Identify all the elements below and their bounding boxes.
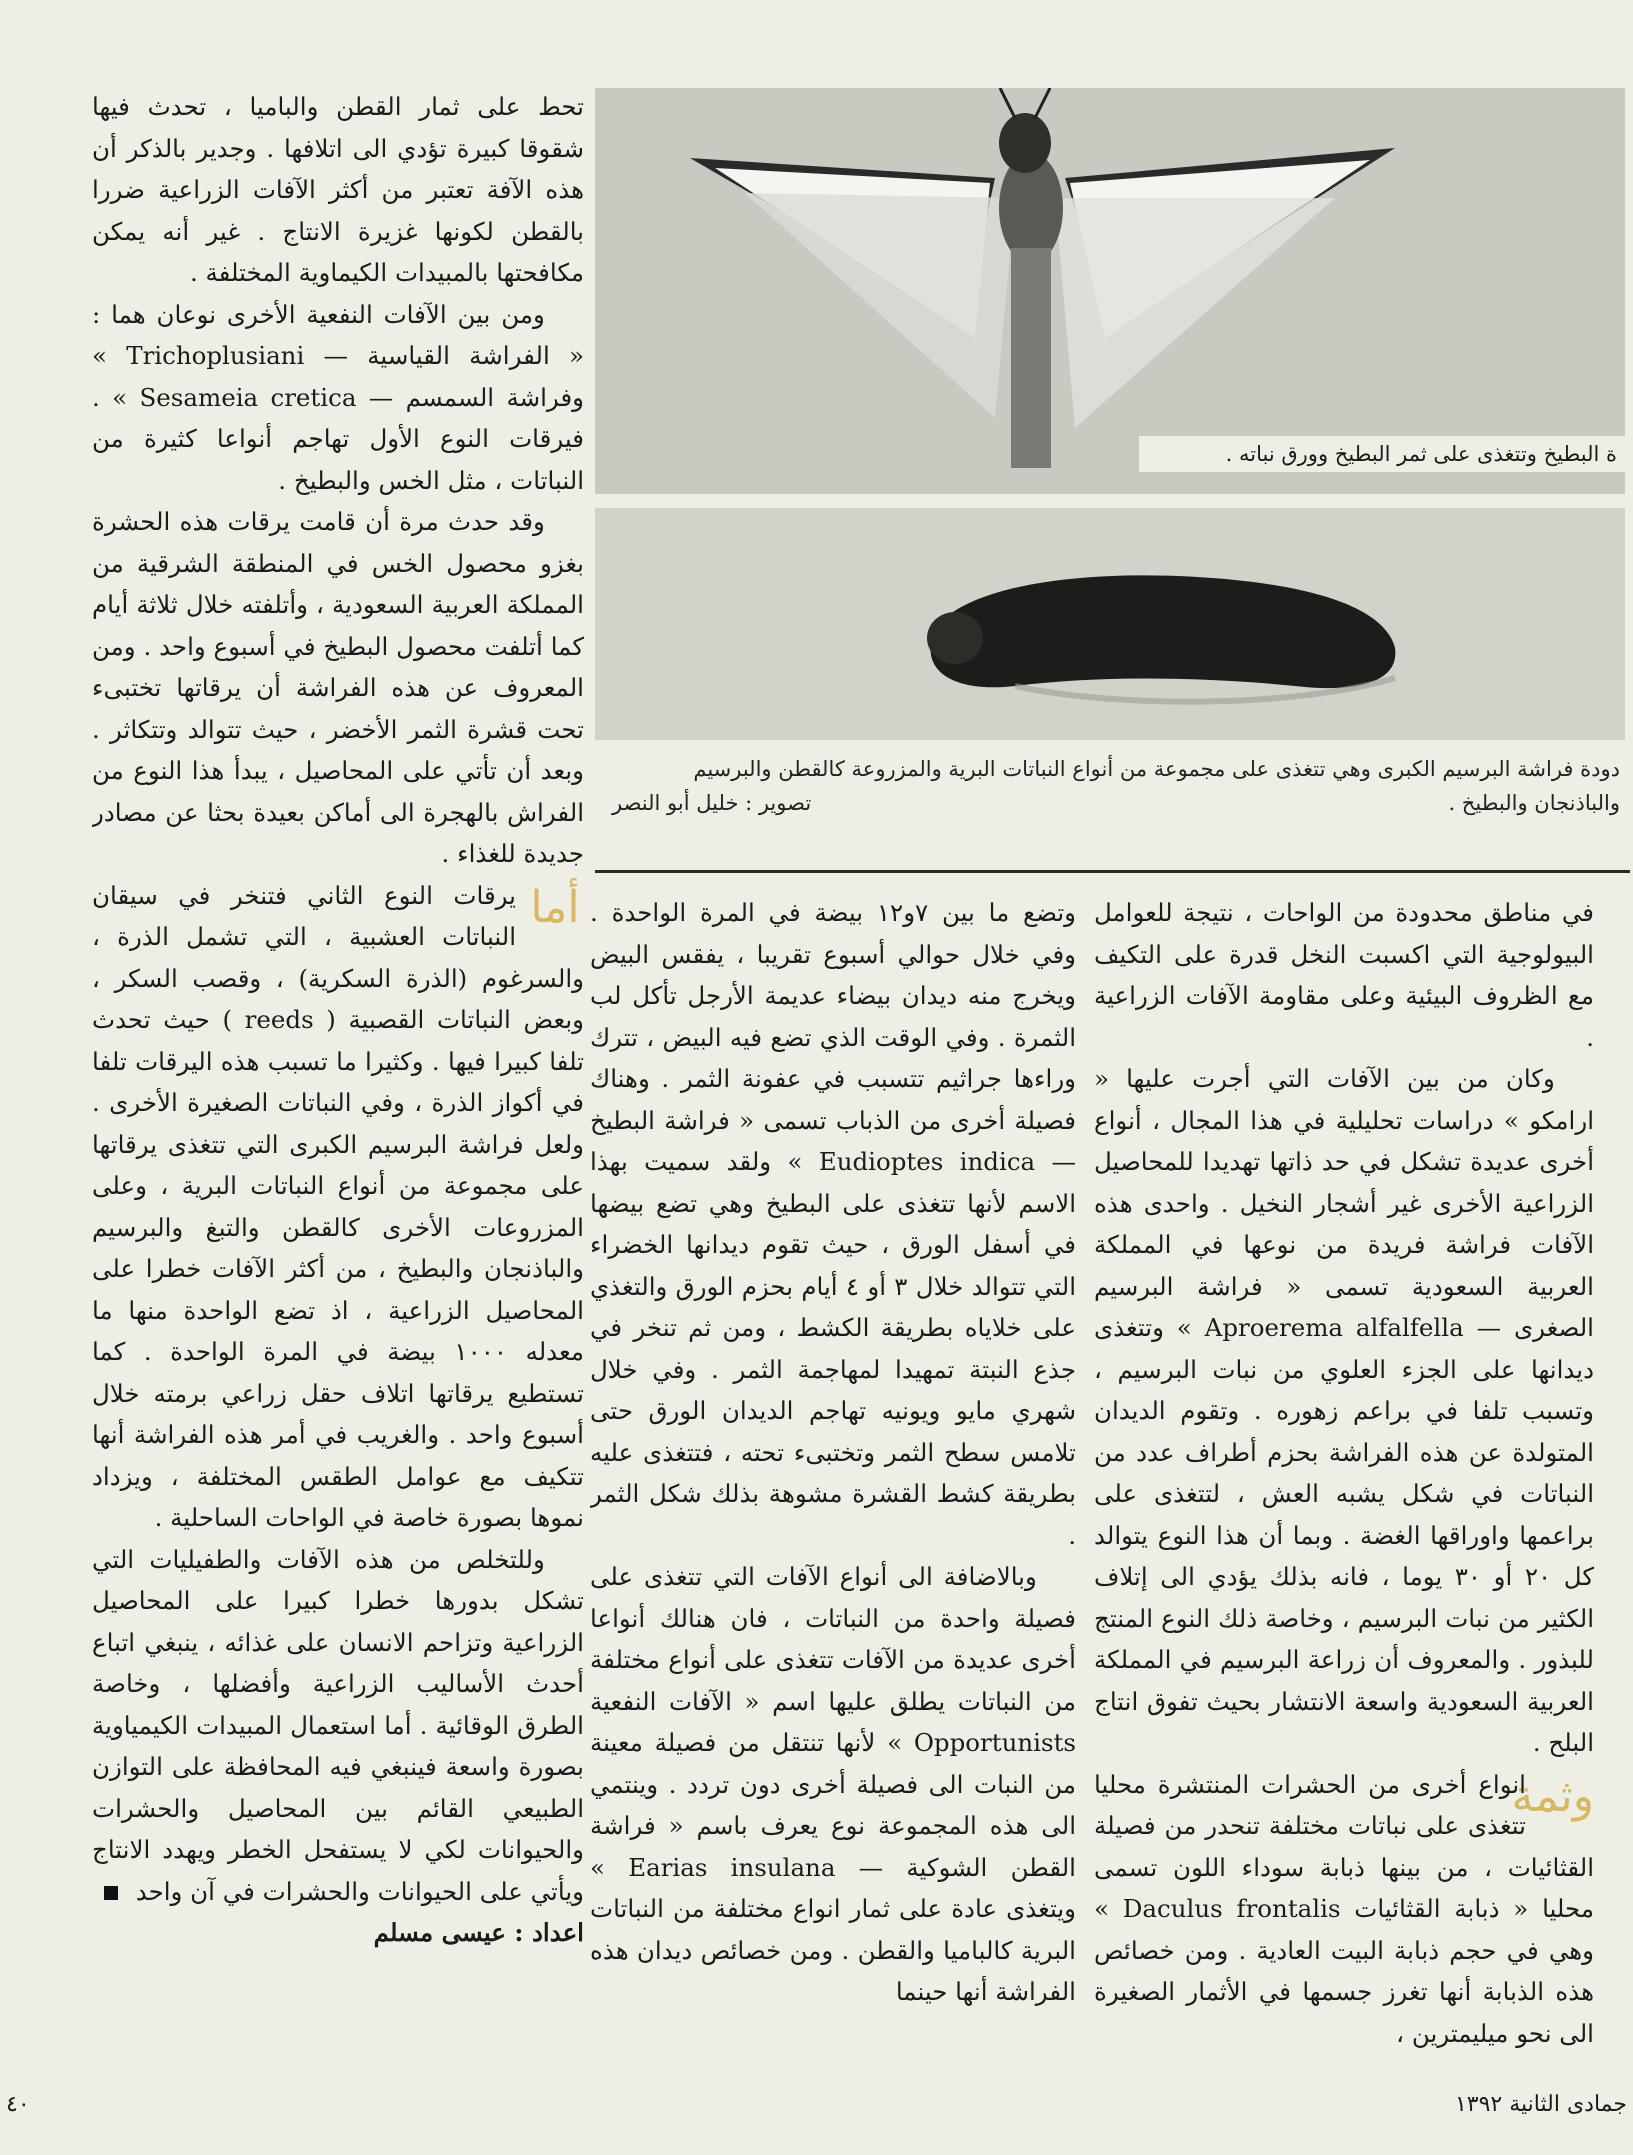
page-number: ٤٠ [6,2092,30,2117]
column-right [1094,892,1594,2052]
paragraph-text: وللتخلص من هذه الآفات والطفيليات التي تشكل بدورها خطرا كبيرا على المحاصيل الزراعية وتزاحم الانسان على غذائه ، ينبغي اتباع أحدث الأساليب الزراعية وأفضلها ، وخاصة الطرق الوقائية . أما استعمال المبيدات الكيمياوية بصورة واسعة فينبغي فيه المحافظة على التوازن الطبيعي القائم بين المحاصيل والحشرات والحيوانات لكي لا يستفحل الخطر ويهدد الانتاج ويأتي على الحيوانات والحشرات في آن واحد [92,1544,584,1906]
column-middle [590,892,1076,2052]
caterpillar-photo-caption: دودة فراشة البرسيم الكبرى وهي تتغذى على مجموعة من أنواع النباتات البرية والمزروعة كالقطن والبرسيم والباذنجان والبطيخ . [693,757,1620,815]
moth-photo [595,88,1625,494]
paragraph: وتضع ما بين ٧و١٢ بيضة في المرة الواحدة . وفي خلال حوالي أسبوع تقريبا ، يفقس البيض ويخرج منه ديدان بيضاء عديمة الأرجل تأكل لب الثمرة . وفي الوقت الذي تضع فيه البيض ، تترك وراءها جراثيم تتسبب في عفونة الثمر . وهناك فصيلة أخرى من الذباب تسمى « فراشة البطيخ — Eudioptes indica » ولقد سميت بهذا الاسم لأنها تتغذى على البطيخ وهي تضع بيضها في أسفل الورق ، حيث تقوم ديدانها الخضراء التي تتوالد خلال ٣ أو ٤ أيام بحزم الورق والتغذي على خلاياه بطريقة الكشط ، ومن ثم تنخر في جذع النبتة تمهيدا لمهاجمة الثمر . وفي خلال شهري مايو ويونيه تهاجم الديدان الورق حتى تلامس سطح الثمر وتختبىء تحته ، فتتغذى عليه بطريقة كشط القشرة مشوهة بذلك شكل الثمر . [590,898,1076,1550]
paragraph-text: انواع أخرى من الحشرات المنتشرة محليا تتغذى على نباتات مختلفة تنحدر من فصيلة القثائيات ، من بينها ذبابة سوداء اللون تسمى محليا « ذبابة القثائيات Daculus frontalis » وهي في حجم ذبابة البيت العادية . ومن خصائص هذه الذبابة أنها تغرز جسمها في الأثمار الصغيرة الى نحو ميليمترين ، [1094,1769,1594,2048]
paragraph: وكان من بين الآفات التي أجرت عليها « ارامكو » دراسات تحليلية في هذا المجال ، أنواع أخرى عديدة تشكل في حد ذاتها تهديدا للمحاصيل الزراعية الأخرى غير أشجار النخيل . واحدى هذه الآفات فراشة فريدة من نوعها في المملكة العربية السعودية تسمى « فراشة البرسيم الصغرى — Aproerema alfalfella » وتتغذى ديدانها على الجزء العلوي من نبات البرسيم ، وتسبب تلفا في براعم زهوره . وتقوم الديدان المتولدة عن هذه الفراشة بحزم أطراف عدد من النباتات في شكل يشبه العش ، لتتغذى على براعمها واوراقها الغضة . وبما أن هذا النوع يتوالد كل ٢٠ أو ٣٠ يوما ، فانه بذلك يؤدي الى إتلاف الكثير من نبات البرسيم ، وخاصة ذلك النوع المنتج للبذور . والمعروف أن زراعة البرسيم في المملكة العربية السعودية واسعة الانتشار بحيث تفوق انتاج البلح . [1094,1064,1594,1757]
end-mark-icon [104,1886,118,1900]
paragraph: وقد حدث مرة أن قامت يرقات هذه الحشرة بغزو محصول الخس في المنطقة الشرقية من المملكة العربية السعودية ، وأتلفته خلال ثلاثة أيام كما أتلفت محصول البطيخ في أسبوع واحد . ومن المعروف عن هذه الفراشة أن يرقاتها تختبىء تحت قشرة الثمر الأخضر ، حيث تتوالد وتتكاثر . وبعد أن تأتي على المحاصيل ، يبدأ هذا النوع من الفراش بالهجرة الى أماكن بعيدة بحثا عن مصادر جديدة للغذاء . [92,507,584,868]
dropcap: أما [530,881,580,933]
paragraph: وبالاضافة الى أنواع الآفات التي تتغذى على فصيلة واحدة من النباتات ، فان هنالك أنواعا أخرى عديدة من الآفات تتغذى على أنواع مختلفة من النباتات يطلق عليها اسم « الآفات النفعية Opportunists » لأنها تنتقل من فصيلة معينة من النبات الى فصيلة أخرى دون تردد . وينتمي الى هذه المجموعة نوع يعرف باسم « فراشة القطن الشوكية — Earias insulana » ويتغذى عادة على ثمار انواع مختلفة من النباتات البرية كالباميا والقطن . ومن خصائص ديدان هذه الفراشة أنها حينما [590,1562,1076,2006]
caterpillar-photo [595,508,1625,740]
paragraph-text: يرقات النوع الثاني فتنخر في سيقان النباتات العشبية ، التي تشمل الذرة ، والسرغوم (الذرة السكرية) ، وقصب السكر ، وبعض النباتات القصبية ( reeds ) حيث تحدث تلفا كبيرا فيها . وكثيرا ما تسبب هذه اليرقات تلفا في أكواز الذرة ، وفي النباتات الصغيرة الأخرى . ولعل فراشة البرسيم الكبرى التي تتغذى يرقاتها على مجموعة من أنواع النباتات البرية ، وعلى المزروعات الأخرى كالقطن والتبغ والبرسيم والباذنجان والبطيخ ، من أكثر الآفات خطرا على المحاصيل الزراعية ، اذ تضع الواحدة منها ما معدله ١٠٠٠ بيضة في المرة الواحدة . كما تستطيع يرقاتها اتلاف حقل زراعي برمته خلال أسبوع واحد . والغريب في أمر هذه الفراشة أنها تتكيف مع عوامل الطقس المختلفة ، ويزداد نموها بصورة خاصة في الواحات الساحلية . [92,880,584,1532]
paragraph: ومن بين الآفات النفعية الأخرى نوعان هما : « الفراشة القياسية — Trichoplusiani » وفراشة السمسم — Sesameia cretica » . فيرقات النوع الأول تهاجم أنواعا كثيرة من النباتات ، مثل الخس والبطيخ . [92,299,584,495]
photo-credit: تصوير : خليل أبو النصر [612,791,812,815]
section-divider [595,870,1630,873]
column-left [92,86,584,2046]
dropcap: وثمة [1511,1770,1594,1822]
paragraph: في مناطق محدودة من الواحات ، نتيجة للعوامل البيولوجية التي اكسبت النخل قدرة على التكيف مع الظروف البيئية وعلى مقاومة الآفات الزراعية . [1094,898,1594,1052]
paragraph-with-dropcap [92,875,584,1539]
author-credit: اعداد : عيسى مسلم [373,1918,584,1947]
paragraph-with-dropcap [1094,1764,1594,2053]
moth-photo-caption: ة البطيخ وتتغذى على ثمر البطيخ وورق نباته . [1139,436,1625,472]
paragraph [92,1539,584,1913]
paragraph: تحط على ثمار القطن والباميا ، تحدث فيها شقوقا كبيرة تؤدي الى اتلافها . وجدير بالذكر أن هذه الآفة تعتبر من أكثر الآفات الزراعية ضررا بالقطن لكونها غزيرة الانتاج . غير أنه يمكن مكافحتها بالمبيدات الكيماوية المختلفة . [92,92,584,287]
issue-date: جمادى الثانية ١٣٩٢ [1454,2092,1627,2117]
